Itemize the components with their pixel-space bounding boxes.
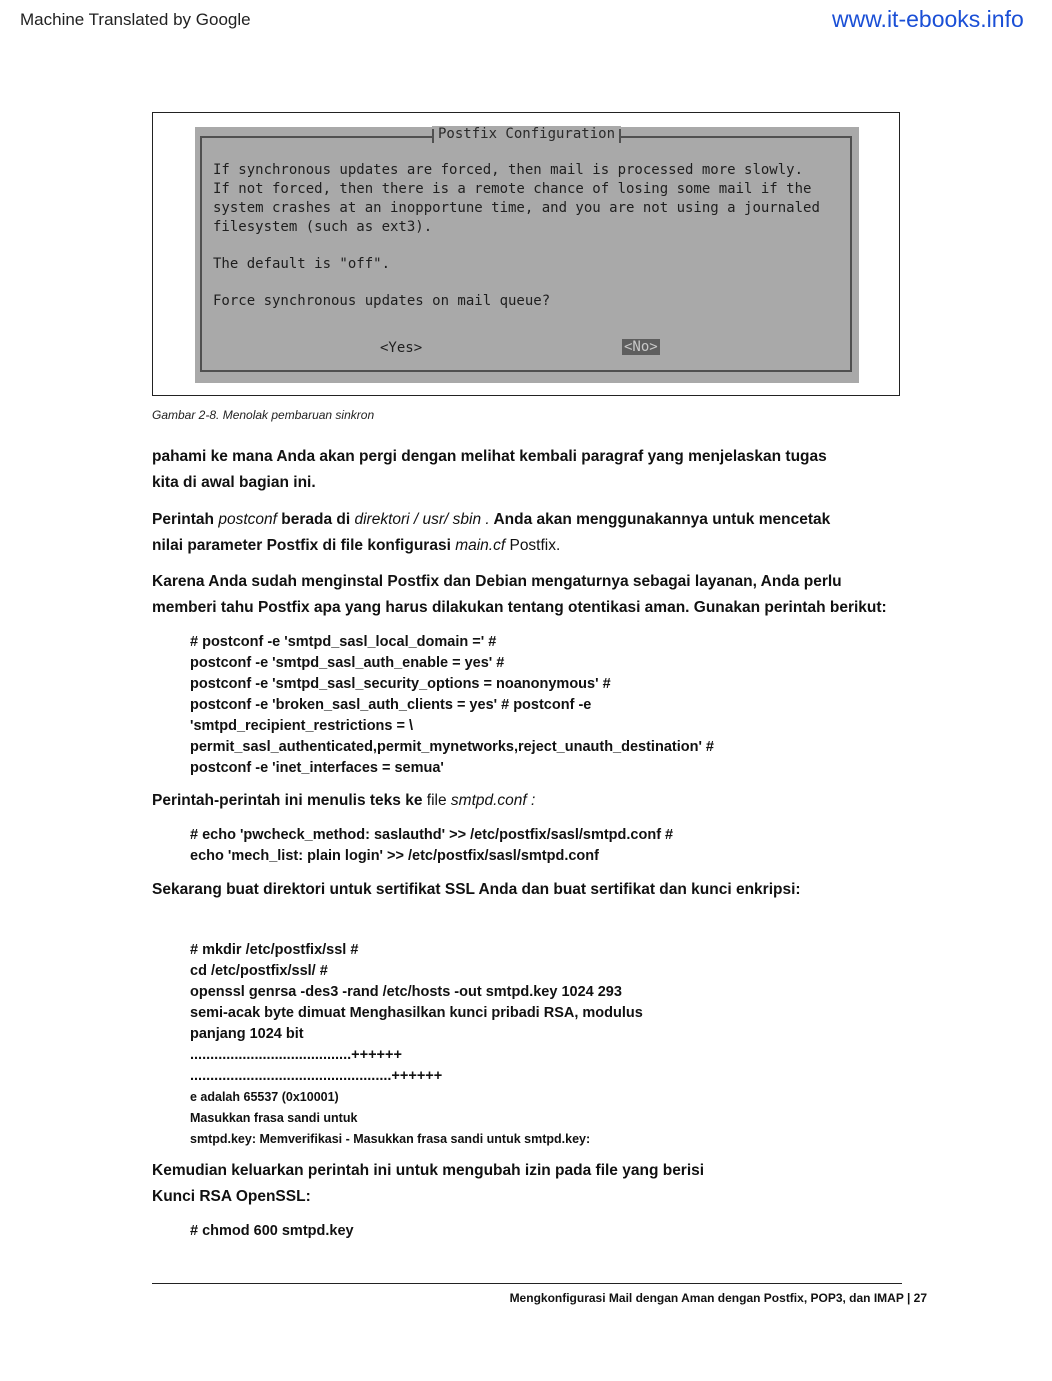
paragraph-line: Perintah-perintah ini menulis teks ke file smtpd.conf : <box>152 792 536 809</box>
dialog-box <box>200 126 852 372</box>
site-link[interactable]: www.it-ebooks.info <box>832 6 1024 32</box>
code-line: postconf -e 'broken_sasl_auth_clients = yes' # postconf -e <box>190 697 592 713</box>
code-line: # echo 'pwcheck_method: saslauthd' >> /etc/postfix/sasl/smtpd.conf # <box>190 827 674 843</box>
paragraph <box>152 877 801 903</box>
paragraph-line: Karena Anda sudah menginstal Postfix dan Debian mengaturnya sebagai layanan, Anda perlu <box>152 573 842 590</box>
code-line: ..................................................++++++ <box>190 1068 443 1084</box>
code-line: panjang 1024 bit <box>190 1026 304 1042</box>
paragraph-line: Kunci RSA OpenSSL: <box>152 1188 311 1205</box>
code-line: # chmod 600 smtpd.key <box>190 1223 354 1239</box>
paragraph-line: memberi tahu Postfix apa yang harus dilakukan tentang otentikasi aman. Gunakan perintah berikut: <box>152 599 887 616</box>
no-button[interactable]: <No> <box>624 339 658 355</box>
paragraph <box>152 1158 704 1210</box>
code-line: Masukkan frasa sandi untuk <box>190 1111 358 1125</box>
paragraph-line: kita di awal bagian ini. <box>152 474 316 491</box>
code-block <box>190 632 714 779</box>
paragraph-line: Kemudian keluarkan perintah ini untuk mengubah izin pada file yang berisi <box>152 1162 705 1179</box>
dialog-line: filesystem (such as ext3). <box>213 219 433 235</box>
code-line: # mkdir /etc/postfix/ssl # <box>190 942 359 958</box>
code-line: e adalah 65537 (0x10001) <box>190 1090 339 1104</box>
code-line: cd /etc/postfix/ssl/ # <box>190 963 328 979</box>
dialog-line: system crashes at an inopportune time, and you are not using a journaled <box>213 200 820 216</box>
paragraph <box>152 788 535 814</box>
dialog-line: The default is "off". <box>213 256 391 272</box>
paragraph <box>152 444 827 496</box>
code-line: 'smtpd_recipient_restrictions = \ <box>190 718 414 734</box>
code-line: echo 'mech_list: plain login' >> /etc/postfix/sasl/smtpd.conf <box>190 848 599 864</box>
paragraph-line: Sekarang buat direktori untuk sertifikat SSL Anda dan buat sertifikat dan kunci enkripsi: <box>152 881 801 898</box>
code-line: postconf -e 'inet_interfaces = semua' <box>190 760 444 776</box>
code-block <box>190 825 673 867</box>
dialog-title: Postfix Configuration <box>432 126 621 142</box>
paragraph-line: pahami ke mana Anda akan pergi dengan melihat kembali paragraf yang menjelaskan tugas <box>152 448 827 465</box>
page-footer: Mengkonfigurasi Mail dengan Aman dengan Postfix, POP3, dan IMAP | 27 <box>509 1291 927 1305</box>
code-line: postconf -e 'smtpd_sasl_security_options = noanonymous' # <box>190 676 611 692</box>
footer-rule <box>152 1283 902 1284</box>
code-block <box>190 940 643 1150</box>
machine-translated-label: Machine Translated by Google <box>20 10 251 29</box>
terminal-screenshot <box>195 127 859 383</box>
code-line: permit_sasl_authenticated,permit_mynetworks,reject_unauth_destination' # <box>190 739 714 755</box>
code-line: postconf -e 'smtpd_sasl_auth_enable = yes' # <box>190 655 505 671</box>
code-line: smtpd.key: Memverifikasi - Masukkan frasa sandi untuk smtpd.key: <box>190 1132 591 1146</box>
code-block <box>190 1221 354 1242</box>
dialog-question: Force synchronous updates on mail queue? <box>213 293 551 309</box>
code-line: semi-acak byte dimuat Menghasilkan kunci pribadi RSA, modulus <box>190 1005 643 1021</box>
figure-caption: Gambar 2-8. Menolak pembaruan sinkron <box>152 408 375 422</box>
code-line: # postconf -e 'smtpd_sasl_local_domain =' # <box>190 634 497 650</box>
paragraph <box>152 569 887 621</box>
dialog-line: If not forced, then there is a remote chance of losing some mail if the <box>213 181 812 197</box>
paragraph <box>152 507 830 559</box>
yes-button[interactable]: <Yes> <box>380 340 423 356</box>
code-line: ........................................++++++ <box>190 1047 402 1063</box>
paragraph-line: nilai parameter Postfix di file konfigurasi main.cf Postfix. <box>152 537 561 554</box>
code-line: openssl genrsa -des3 -rand /etc/hosts -out smtpd.key 1024 293 <box>190 984 622 1000</box>
dialog-line: If synchronous updates are forced, then mail is processed more slowly. <box>213 162 804 178</box>
paragraph-line: Perintah postconf berada di direktori / usr/ sbin . Anda akan menggunakannya untuk mencetak <box>152 511 831 528</box>
